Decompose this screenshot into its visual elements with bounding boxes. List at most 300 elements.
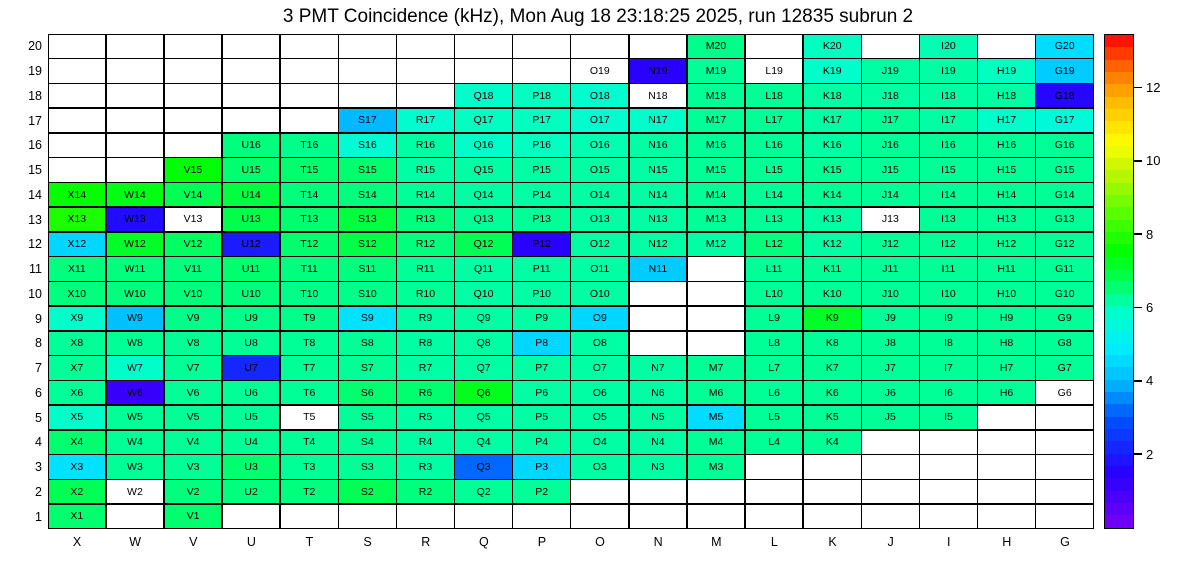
heatmap-cell: H10 (977, 281, 1036, 306)
heatmap-cell-empty (977, 34, 1036, 59)
heatmap-cell: U6 (222, 380, 281, 405)
heatmap-cell-empty (745, 479, 804, 504)
heatmap-cell: K16 (803, 133, 862, 158)
heatmap-cell-empty (280, 504, 339, 529)
heatmap-cell-empty (919, 430, 978, 455)
heatmap-cell: Q12 (454, 232, 513, 257)
heatmap-cell: X13 (48, 207, 107, 232)
heatmap-cell: U9 (222, 306, 281, 331)
colorbar-segment (1105, 478, 1133, 490)
heatmap-cell-empty (338, 83, 397, 108)
heatmap-cell-empty (687, 256, 746, 281)
heatmap-cell-empty (861, 504, 920, 529)
heatmap-cell: O19 (570, 58, 629, 83)
heatmap-cell: T7 (280, 355, 339, 380)
heatmap-cell-empty (222, 108, 281, 133)
colorbar-segment (1105, 207, 1133, 219)
colorbar-segment (1105, 257, 1133, 269)
heatmap-cell: X2 (48, 479, 107, 504)
heatmap-cell: L7 (745, 355, 804, 380)
heatmap-cell: H12 (977, 232, 1036, 257)
heatmap-cell: N3 (629, 454, 688, 479)
heatmap-cell: Q8 (454, 331, 513, 356)
heatmap-cell: O9 (570, 306, 629, 331)
colorbar-segment (1105, 491, 1133, 503)
heatmap-cell: V3 (164, 454, 223, 479)
heatmap-cell: Q7 (454, 355, 513, 380)
heatmap-cell-empty (861, 454, 920, 479)
colorbar-segment (1105, 454, 1133, 466)
x-tick-label: S (363, 535, 372, 549)
heatmap-cell-empty (106, 58, 165, 83)
heatmap-cell: R14 (396, 182, 455, 207)
y-axis-labels (8, 34, 42, 529)
heatmap-cell-empty (629, 281, 688, 306)
tick-mark-icon (1134, 233, 1142, 235)
x-tick-label: X (72, 535, 82, 549)
heatmap-cell: L14 (745, 182, 804, 207)
heatmap-cell: X14 (48, 182, 107, 207)
heatmap-cell: T11 (280, 256, 339, 281)
heatmap-cell: R11 (396, 256, 455, 281)
heatmap-cell: H15 (977, 157, 1036, 182)
colorbar-segment (1105, 84, 1133, 96)
heatmap-cell-empty (48, 83, 107, 108)
heatmap-cell: P3 (512, 454, 571, 479)
heatmap-cell: H11 (977, 256, 1036, 281)
heatmap-cell: T12 (280, 232, 339, 257)
heatmap-cell: S12 (338, 232, 397, 257)
heatmap-cell: P11 (512, 256, 571, 281)
heatmap-cell: S11 (338, 256, 397, 281)
heatmap-cell: I5 (919, 405, 978, 430)
heatmap-cell: O17 (570, 108, 629, 133)
heatmap-cell-empty (48, 108, 107, 133)
heatmap-cell: G15 (1035, 157, 1094, 182)
heatmap-cell-empty (280, 34, 339, 59)
heatmap-cell-empty (629, 331, 688, 356)
colorbar-segment (1105, 146, 1133, 158)
heatmap-cell: U7 (222, 355, 281, 380)
heatmap-cell-empty (745, 504, 804, 529)
heatmap-cell: L15 (745, 157, 804, 182)
heatmap-cell-empty (106, 108, 165, 133)
heatmap-cell: L13 (745, 207, 804, 232)
colorbar-segment (1105, 417, 1133, 429)
heatmap-cell: R13 (396, 207, 455, 232)
heatmap-cell: R2 (396, 479, 455, 504)
colorbar-tick-label: 6 (1146, 300, 1154, 315)
x-tick-label: V (189, 535, 198, 549)
heatmap-cell: L16 (745, 133, 804, 158)
heatmap-cell: I16 (919, 133, 978, 158)
heatmap-cell: R15 (396, 157, 455, 182)
heatmap-cell: I7 (919, 355, 978, 380)
heatmap-cell: W9 (106, 306, 165, 331)
tick-mark-icon (1134, 160, 1142, 162)
heatmap-cell: X11 (48, 256, 107, 281)
heatmap-cell: S2 (338, 479, 397, 504)
heatmap-cell: G16 (1035, 133, 1094, 158)
heatmap-cell-empty (396, 83, 455, 108)
heatmap-cell-empty (512, 504, 571, 529)
heatmap-cell: P16 (512, 133, 571, 158)
y-tick-label: 9 (35, 311, 42, 326)
heatmap-grid (48, 34, 1094, 529)
heatmap-cell-empty (861, 34, 920, 59)
heatmap-cell: T9 (280, 306, 339, 331)
x-tick-label: H (1002, 535, 1012, 549)
heatmap-cell: N16 (629, 133, 688, 158)
heatmap-cell-empty (222, 83, 281, 108)
heatmap-cell: Q9 (454, 306, 513, 331)
heatmap-cell: K15 (803, 157, 862, 182)
colorbar-segment (1105, 232, 1133, 244)
y-tick-label: 3 (35, 460, 42, 475)
heatmap-cell: X10 (48, 281, 107, 306)
heatmap-cell: K9 (803, 306, 862, 331)
heatmap-cell-empty (687, 306, 746, 331)
y-tick-label: 18 (28, 88, 42, 103)
heatmap-cell-empty (919, 504, 978, 529)
heatmap-cell-empty (977, 430, 1036, 455)
heatmap-cell: R5 (396, 405, 455, 430)
heatmap-cell-empty (745, 34, 804, 59)
colorbar-tick (1134, 300, 1153, 315)
heatmap-cell: O15 (570, 157, 629, 182)
heatmap-cell-empty (1035, 430, 1094, 455)
heatmap-cell: I15 (919, 157, 978, 182)
colorbar-segment (1105, 109, 1133, 121)
heatmap-cell: N17 (629, 108, 688, 133)
heatmap-cell: W2 (106, 479, 165, 504)
heatmap-cell-empty (803, 454, 862, 479)
y-tick-label: 12 (28, 237, 42, 252)
heatmap-cell: J13 (861, 207, 920, 232)
colorbar-segment (1105, 306, 1133, 318)
heatmap-cell-empty (106, 504, 165, 529)
heatmap-cell: N14 (629, 182, 688, 207)
heatmap-cell: M20 (687, 34, 746, 59)
y-tick-label: 4 (35, 435, 42, 450)
heatmap-cell: Q3 (454, 454, 513, 479)
heatmap-cell: K11 (803, 256, 862, 281)
y-tick-label: 14 (28, 187, 42, 202)
heatmap-cell: K8 (803, 331, 862, 356)
heatmap-cell-empty (570, 34, 629, 59)
heatmap-cell: U12 (222, 232, 281, 257)
colorbar-segment (1105, 183, 1133, 195)
heatmap-cell: P12 (512, 232, 571, 257)
heatmap-cell: K12 (803, 232, 862, 257)
heatmap-cell: P10 (512, 281, 571, 306)
heatmap-cell: Q13 (454, 207, 513, 232)
heatmap-cell-empty (977, 479, 1036, 504)
heatmap-cell: V14 (164, 182, 223, 207)
heatmap-cell: M17 (687, 108, 746, 133)
heatmap-cell: I14 (919, 182, 978, 207)
plot-area (28, 34, 1094, 549)
heatmap-cell: Q11 (454, 256, 513, 281)
heatmap-cell-empty (164, 34, 223, 59)
heatmap-cell: K14 (803, 182, 862, 207)
colorbar-segment (1105, 170, 1133, 182)
heatmap-cell: J7 (861, 355, 920, 380)
colorbar-segment (1105, 195, 1133, 207)
heatmap-cell: R4 (396, 430, 455, 455)
heatmap-cell: T6 (280, 380, 339, 405)
heatmap-cell-empty (687, 504, 746, 529)
x-tick-label: R (421, 535, 431, 549)
heatmap-cell: J12 (861, 232, 920, 257)
heatmap-cell: I18 (919, 83, 978, 108)
heatmap-cell: M15 (687, 157, 746, 182)
heatmap-cell: H9 (977, 306, 1036, 331)
heatmap-cell-empty (164, 133, 223, 158)
x-tick-label: J (887, 535, 894, 549)
heatmap-cell-empty (454, 34, 513, 59)
heatmap-cell: X12 (48, 232, 107, 257)
y-tick-label: 20 (28, 39, 42, 54)
heatmap-cell-empty (454, 504, 513, 529)
heatmap-cell: G12 (1035, 232, 1094, 257)
heatmap-cell: X3 (48, 454, 107, 479)
heatmap-cell-empty (48, 157, 107, 182)
heatmap-cell: M18 (687, 83, 746, 108)
colorbar (1104, 34, 1134, 529)
heatmap-cell-empty (106, 83, 165, 108)
heatmap-cell: O7 (570, 355, 629, 380)
heatmap-cell: K18 (803, 83, 862, 108)
colorbar-segment (1105, 72, 1133, 84)
heatmap-cell: G13 (1035, 207, 1094, 232)
colorbar-tick (1134, 80, 1160, 95)
heatmap-cell: W14 (106, 182, 165, 207)
heatmap-cell: X4 (48, 430, 107, 455)
heatmap-cell: T2 (280, 479, 339, 504)
heatmap-cell: M6 (687, 380, 746, 405)
heatmap-cell: K19 (803, 58, 862, 83)
heatmap-cell-empty (861, 430, 920, 455)
heatmap-cell: V2 (164, 479, 223, 504)
heatmap-cell: V1 (164, 504, 223, 529)
heatmap-cell: M7 (687, 355, 746, 380)
heatmap-cell-empty (629, 306, 688, 331)
heatmap-cell: O4 (570, 430, 629, 455)
heatmap-cell-empty (570, 504, 629, 529)
heatmap-cell: M5 (687, 405, 746, 430)
heatmap-cell: O16 (570, 133, 629, 158)
heatmap-cell: K6 (803, 380, 862, 405)
y-tick-label: 2 (35, 484, 42, 499)
heatmap-cell: I8 (919, 331, 978, 356)
x-tick-label: G (1060, 535, 1070, 549)
heatmap-cell: N15 (629, 157, 688, 182)
heatmap-cell: G17 (1035, 108, 1094, 133)
colorbar-tick-label: 12 (1146, 80, 1161, 95)
heatmap-cell: O5 (570, 405, 629, 430)
y-tick-label: 7 (35, 361, 42, 376)
heatmap-cell-empty (687, 281, 746, 306)
heatmap-cell: X5 (48, 405, 107, 430)
heatmap-cell: P14 (512, 182, 571, 207)
heatmap-cell: N12 (629, 232, 688, 257)
heatmap-cell-empty (1035, 479, 1094, 504)
heatmap-cell: W7 (106, 355, 165, 380)
heatmap-cell: G6 (1035, 380, 1094, 405)
heatmap-cell-empty (687, 331, 746, 356)
heatmap-cell: J18 (861, 83, 920, 108)
heatmap-cell-empty (454, 58, 513, 83)
heatmap-cell: K5 (803, 405, 862, 430)
heatmap-cell-empty (164, 58, 223, 83)
heatmap-cell: M13 (687, 207, 746, 232)
heatmap-cell: M3 (687, 454, 746, 479)
x-tick-label: W (129, 535, 142, 549)
heatmap-cell: N5 (629, 405, 688, 430)
colorbar-segment (1105, 97, 1133, 109)
heatmap-cell: S16 (338, 133, 397, 158)
colorbar-tick (1134, 227, 1153, 242)
heatmap-cell: I17 (919, 108, 978, 133)
heatmap-cell: T15 (280, 157, 339, 182)
heatmap-cell: U8 (222, 331, 281, 356)
heatmap-cell: X1 (48, 504, 107, 529)
heatmap-cell: U10 (222, 281, 281, 306)
heatmap-cell: R9 (396, 306, 455, 331)
heatmap-cell: K13 (803, 207, 862, 232)
heatmap-cell: I6 (919, 380, 978, 405)
heatmap-cell: J17 (861, 108, 920, 133)
heatmap-cell: K17 (803, 108, 862, 133)
heatmap-cell-empty (687, 479, 746, 504)
heatmap-cell: M4 (687, 430, 746, 455)
heatmap-cell: U16 (222, 133, 281, 158)
colorbar-tick-label: 10 (1146, 153, 1161, 169)
heatmap-cell: S10 (338, 281, 397, 306)
heatmap-cell: V15 (164, 157, 223, 182)
heatmap-cell: O6 (570, 380, 629, 405)
colorbar-segment (1105, 244, 1133, 256)
heatmap-cell: N6 (629, 380, 688, 405)
heatmap-cell-empty (803, 479, 862, 504)
heatmap-cell: U11 (222, 256, 281, 281)
heatmap-cell: U15 (222, 157, 281, 182)
heatmap-cell-empty (629, 479, 688, 504)
heatmap-cell: P13 (512, 207, 571, 232)
heatmap-cell: Q14 (454, 182, 513, 207)
heatmap-cell-empty (512, 58, 571, 83)
heatmap-cell-empty (1035, 405, 1094, 430)
colorbar-segment (1105, 220, 1133, 232)
heatmap-cell-empty (919, 454, 978, 479)
colorbar-segment (1105, 60, 1133, 72)
heatmap-cell: L12 (745, 232, 804, 257)
heatmap-cell-empty (977, 504, 1036, 529)
heatmap-cell: Q6 (454, 380, 513, 405)
heatmap-cell: S14 (338, 182, 397, 207)
heatmap-cell-empty (919, 479, 978, 504)
heatmap-cell: I20 (919, 34, 978, 59)
heatmap-cell: T14 (280, 182, 339, 207)
heatmap-cell: L4 (745, 430, 804, 455)
x-tick-label: T (305, 535, 314, 549)
heatmap-cell-empty (106, 133, 165, 158)
heatmap-cell: V4 (164, 430, 223, 455)
heatmap-cell: I9 (919, 306, 978, 331)
colorbar-segment (1105, 47, 1133, 59)
heatmap-cell: V6 (164, 380, 223, 405)
heatmap-cell: T8 (280, 331, 339, 356)
y-tick-label: 19 (28, 64, 42, 79)
y-tick-label: 17 (28, 113, 42, 128)
tick-mark-icon (1134, 453, 1142, 455)
colorbar-tick (1134, 447, 1153, 462)
heatmap-cell: W4 (106, 430, 165, 455)
heatmap-cell-empty (629, 34, 688, 59)
heatmap-cell: H6 (977, 380, 1036, 405)
heatmap-cell: I11 (919, 256, 978, 281)
heatmap-cell: Q2 (454, 479, 513, 504)
heatmap-cell: L8 (745, 331, 804, 356)
heatmap-cell: N13 (629, 207, 688, 232)
colorbar-tick-label: 2 (1146, 446, 1154, 462)
heatmap-cell: W12 (106, 232, 165, 257)
heatmap-cell: O13 (570, 207, 629, 232)
heatmap-cell: S8 (338, 331, 397, 356)
heatmap-cell: G18 (1035, 83, 1094, 108)
heatmap-cell: P6 (512, 380, 571, 405)
heatmap-cell: N19 (629, 58, 688, 83)
heatmap-cell-empty (1035, 454, 1094, 479)
heatmap-cell-empty (280, 58, 339, 83)
heatmap-cell-empty (280, 108, 339, 133)
heatmap-cell: J5 (861, 405, 920, 430)
heatmap-cell: R17 (396, 108, 455, 133)
heatmap-cell-empty (396, 34, 455, 59)
x-tick-label: P (537, 535, 547, 549)
colorbar-segment (1105, 441, 1133, 453)
y-tick-label: 13 (28, 212, 42, 227)
x-tick-label: Q (478, 535, 489, 549)
heatmap-cell: K20 (803, 34, 862, 59)
heatmap-cell-empty (106, 34, 165, 59)
heatmap-cell-empty (164, 108, 223, 133)
tick-mark-icon (1134, 307, 1142, 309)
heatmap-cell: S7 (338, 355, 397, 380)
heatmap-cell: Q5 (454, 405, 513, 430)
heatmap-cell: J10 (861, 281, 920, 306)
heatmap-cell: W13 (106, 207, 165, 232)
heatmap-cell-empty (48, 58, 107, 83)
heatmap-cell: O10 (570, 281, 629, 306)
heatmap-cell-empty (280, 83, 339, 108)
heatmap-cell: X6 (48, 380, 107, 405)
heatmap-cell: L11 (745, 256, 804, 281)
heatmap-cell: W11 (106, 256, 165, 281)
heatmap-cell-empty (745, 454, 804, 479)
heatmap-cell-empty (164, 83, 223, 108)
heatmap-cell: O11 (570, 256, 629, 281)
heatmap-cell: L19 (745, 58, 804, 83)
heatmap-cell: M19 (687, 58, 746, 83)
heatmap-cell: R16 (396, 133, 455, 158)
y-tick-label: 11 (29, 262, 42, 277)
heatmap-cell: Q15 (454, 157, 513, 182)
heatmap-cell: J11 (861, 256, 920, 281)
heatmap-cell: K7 (803, 355, 862, 380)
heatmap-cell: I10 (919, 281, 978, 306)
